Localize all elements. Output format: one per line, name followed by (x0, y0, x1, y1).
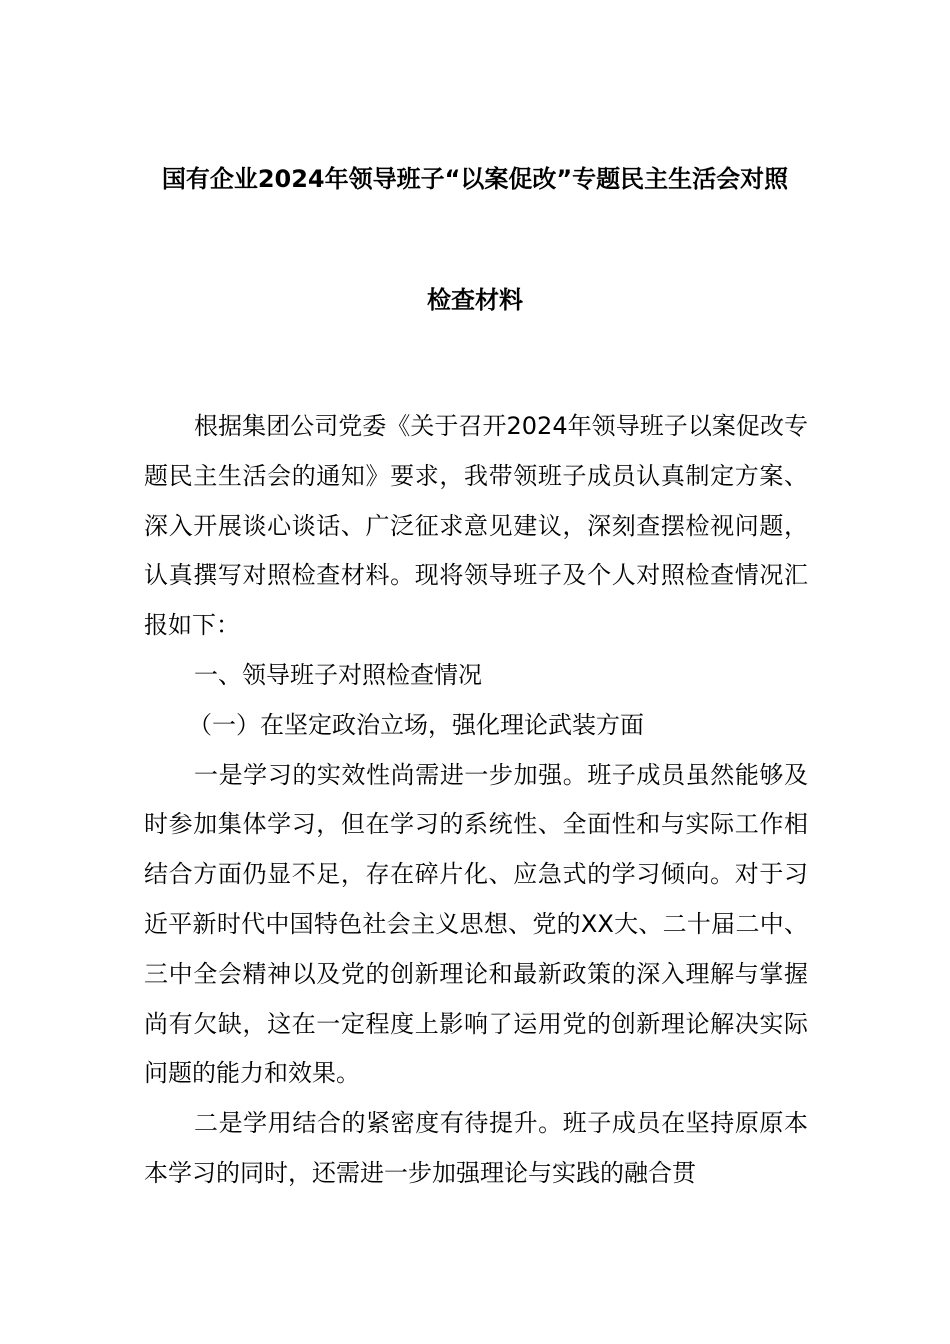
document-body (144, 402, 808, 1199)
paragraph-point-1: 一是学习的实效性尚需进一步加强。班子成员虽然能够及时参加集体学习，但在学习的系统性、全面性和与实际工作相结合方面仍显不足，存在碎片化、应急式的学习倾向。对于习近平新时代中国特色社会主义思想、党的XX大、二十届二中、三中全会精神以及党的创新理论和最新政策的深入理解与掌握尚有欠缺，这在一定程度上影响了运用党的创新理论解决实际问题的能力和效果。 (144, 760, 808, 1088)
subsection-heading-1: （一）在坚定政治立场，强化理论武装方面 (188, 710, 644, 739)
paragraph-intro: 根据集团公司党委《关于召开2024年领导班子以案促改专题民主生活会的通知》要求，我带领班子成员认真制定方案、深入开展谈心谈话、广泛征求意见建议，深刻查摆检视问题，认真撰写对照检查材料。现将领导班子及个人对照检查情况汇报如下： (144, 412, 808, 640)
document-title-line-2: 检查材料 (427, 286, 523, 314)
section-heading-1: 一、领导班子对照检查情况 (194, 660, 482, 689)
document-title-line-1: 国有企业2024年领导班子“以案促改”专题民主生活会对照 (161, 165, 789, 193)
paragraph-point-2: 二是学用结合的紧密度有待提升。班子成员在坚持原原本本学习的同时，还需进一步加强理论与实践的融合贯 (144, 1109, 808, 1187)
